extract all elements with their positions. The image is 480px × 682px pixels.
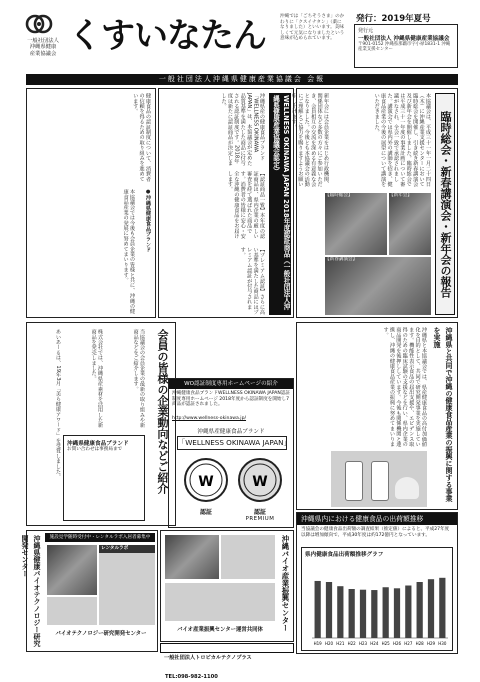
- research-body: 沖縄県と本協議会では、県産健康食品の高付加価値化を目的として、共同で研究開発事業を実施しています。機能性表示食品の届出支援や、エビデンス取得のための臨床試験の支援などを行い、県内企業の商品開発を後押ししています。今後も関係機関と連携し、沖縄の健康食品産業の振興に努めてまいります。: [382, 327, 427, 447]
- chart-x-tick-label: H21: [336, 641, 345, 646]
- wo-homepage-box: [168, 378, 294, 528]
- ad-bio-panel-2: [165, 583, 275, 621]
- ad-bio-footer: バイオ産業振興センター運営共同体: [177, 627, 263, 633]
- members-small-title: 沖縄県健康食品ブランド: [67, 441, 129, 447]
- wo-url-link[interactable]: http://www.wellness-okinawa.jp/: [172, 416, 247, 421]
- chart-x-tick-label: H27: [404, 641, 413, 646]
- logo-title: くすいなたん: [68, 16, 266, 56]
- chart-x-tick-label: H29: [426, 641, 436, 646]
- ad-biotech-vertical-title: 沖縄県健康バイオテクノロジー研究開発センター: [21, 535, 41, 647]
- wo-badge-standard-icon: [183, 457, 229, 503]
- ad-biotech-top-line: 施設見学随時受付中・レンタルラボ入居者募集中: [45, 533, 155, 542]
- feature-body-left: 新年会には会員企業をはじめ行政機関、関係団体など多数の方々にご参加いただき、会員相互の交流を深める有意義な会となりました。今後とも本協議会の活動にご理解とご協力を賜りますようお願い申し上げます。: [290, 93, 329, 187]
- ad-bio-promotion-center: [160, 530, 294, 642]
- chart-bar: [326, 582, 332, 638]
- ad-bio-building-photo: [165, 535, 219, 579]
- chart-panel: [301, 547, 453, 651]
- chart-bar: [383, 587, 389, 638]
- masthead: [24, 10, 458, 72]
- svg-text:W: W: [252, 474, 268, 490]
- chart-x-tick-label: H30: [438, 641, 447, 646]
- chart-bar: [315, 581, 321, 638]
- product-powder-icon: [395, 477, 419, 499]
- ad-bio-panel-1: [221, 535, 275, 579]
- ad-biotech-lab-panel: [99, 545, 155, 625]
- column-label: ●沖縄県健康食品ブランド: [145, 189, 151, 253]
- members-info-box: [63, 435, 145, 521]
- chart-bar: [349, 589, 355, 638]
- chart-title: 県内健康食品出荷額推移グラフ: [305, 552, 384, 558]
- ad-biotech-footer: バイオテクノロジー研究開発センター: [55, 631, 147, 637]
- chart-bar: [394, 588, 400, 638]
- footer-org: 一般社団法人トロピカルテクノプラス: [164, 655, 252, 661]
- stats-section: [296, 512, 458, 654]
- publisher-name: 一般社団法人 沖縄県健康産業協議会: [358, 36, 450, 42]
- wellness-body-3: 【プレミアム認証】さらに高い基準を満たした商品にはプレミアム認証が付与されます。: [239, 247, 265, 315]
- chart-x-tick-label: H26: [392, 641, 402, 646]
- feature-section: [290, 88, 458, 318]
- research-headline: 沖縄県と共同で沖縄の健康食品産業の振興に関する事業を実施: [433, 327, 453, 502]
- publisher-box: [354, 24, 458, 68]
- column-section: [26, 88, 156, 318]
- product-bottle-icon: [345, 461, 363, 501]
- shipment-bar-chart: [302, 558, 452, 650]
- feature-body-right: 本協議会は、平成三十一年一月二十四日（木）に沖縄産業支援センターにおいて臨時総会を開催し、引き続き新春講演会及び新年会を開催しました。臨時総会では平成三十一年度の事業計画について審議がなされ、全会一致で承認されました。講演会では県内外の講師を招き、健康食品産業の今後の展望について講演をいただきました。: [373, 93, 431, 187]
- header-banner: 一般社団法人沖縄県健康産業協議会 会報: [26, 74, 458, 85]
- chart-x-tick-label: H25: [381, 641, 390, 646]
- research-section: [296, 322, 458, 510]
- research-product-photo: [331, 451, 427, 507]
- chart-bar: [337, 586, 343, 638]
- photo-caption-new-year: 【新年会】: [389, 193, 412, 198]
- ad-biotech-center: [21, 530, 158, 652]
- footer-tel: TEL:098-982-1100: [165, 674, 218, 680]
- chart-x-tick-label: H23: [358, 641, 368, 646]
- wo-badge-standard: [183, 457, 229, 515]
- chart-x-tick-label: H28: [415, 641, 424, 646]
- publisher-address: 〒901-0152 沖縄県那覇市字小禄1831-1 沖縄産業支援センター: [358, 42, 451, 53]
- wo-brand-name: 「WELLNESS OKINAWA JAPAN」: [177, 436, 287, 450]
- org-name-small: 一般社団法人 沖縄県健康 産業協議会: [27, 38, 59, 57]
- stats-body: 当協議会の健康食品出荷額の調査結果（推定値）によると、平成27年度以降は増加傾向で、平成30年度は約172億円となっています。: [301, 527, 450, 538]
- chart-bar: [405, 586, 411, 639]
- members-body-1: 当協議会の会員企業の最新の取り組みや新商品などをご紹介します。: [132, 329, 145, 428]
- issue-label: 発行：2019年夏号: [356, 14, 431, 24]
- ad-biotech-lab-label: レンタルラボ: [99, 545, 155, 553]
- members-headline: 会員の皆様の企業動向などご紹介: [156, 329, 169, 494]
- ad-biotech-map: [47, 597, 97, 625]
- wellness-title: WELLNESS OKINAWA JAPAN 2018年度認証商品（一般社団法人沖縄県健康産業協議会認定）: [269, 93, 291, 315]
- chart-x-tick-label: H19: [313, 641, 322, 646]
- wo-badge-premium: [237, 457, 283, 523]
- wo-box-body: 沖縄健康食品ブランドWELLNESS OKINAWA JAPAN認証制度専用ホームページ 2018年度から認証制度を開始し7商品が認証されました。: [172, 391, 290, 408]
- members-body-2: 株式会社では、沖縄県産素材を活用した新商品を発売しました。: [90, 329, 103, 428]
- chart-x-tick-label: H22: [347, 641, 356, 646]
- wo-badge-premium-sub: PREMIUM: [245, 516, 275, 522]
- feature-headline: 臨時総会・新春講演会・新年会の報告: [435, 93, 455, 315]
- photo-caption-meeting: 【臨時総会】: [325, 193, 353, 198]
- ad-biotech-building-photo: [47, 545, 97, 595]
- wo-badge-premium-icon: [237, 457, 283, 503]
- chart-bar: [417, 582, 423, 638]
- photo-general-meeting: [325, 193, 387, 255]
- chart-bar: [428, 579, 434, 638]
- ad-bio-vertical-title: 沖縄バイオ産業振興センター: [281, 535, 290, 632]
- stats-headline: 沖縄県内における健康食品の出荷額推移: [297, 513, 457, 525]
- wellness-body-2: 【認証商品一覧】本年度の認証商品は、県内企業の厳しい審査を経て選ばれた商品です。消費者の皆様に安心・安全な沖縄の健康食品をお届けします。: [226, 171, 265, 239]
- photo-caption-lecture: 【新春講演会】: [325, 257, 358, 262]
- wo-badge-premium-label: 認証: [253, 509, 266, 516]
- column-body-1: 健康食品の認証制度について、消費者の信頼を得るための取り組みを進めています。: [132, 93, 151, 182]
- members-section: [26, 322, 176, 526]
- photo-new-year: [389, 193, 431, 255]
- wo-box-title: WO認証制度専用ホームページの紹介: [169, 379, 293, 389]
- footer-contact-bar: [160, 643, 294, 680]
- chart-bar: [439, 578, 445, 638]
- publisher-label: 発行元: [358, 28, 374, 34]
- wellness-section: [158, 88, 294, 318]
- product-bottle-icon: [371, 461, 389, 501]
- members-small-body: お問い合わせは事務局まで: [67, 447, 123, 452]
- column-body-2: 本協議会では今後も会員企業の皆様と共に、沖縄の健康食品産業の発展に努めてまいります。: [122, 189, 135, 314]
- wo-badge-standard-label: 認証: [199, 509, 212, 516]
- intro-note: 沖縄では「ごちそうさま」のかわりに「クスイナタン」（薬になりました）といいます。美味しくて元気になりましたという意味が込められています。: [280, 14, 345, 42]
- wo-brand-label: 沖縄県産健康食品ブランド: [197, 429, 265, 435]
- photo-lecture: [325, 257, 431, 315]
- members-body-3: あいあーるは、19年3月「美ら健康アワード」を受賞しました。: [55, 329, 61, 480]
- chart-x-tick-label: H20: [324, 641, 334, 646]
- chart-x-tick-label: H24: [370, 641, 379, 646]
- org-logo-icon: [26, 12, 52, 36]
- chart-bar: [371, 590, 377, 638]
- svg-text:W: W: [198, 474, 214, 490]
- chart-bar: [360, 590, 366, 638]
- wellness-body-1: 沖縄県産の健康食品ブランド「WELLNESS OKINAWA JAPAN」は、本協議会が定めた品質基準を満たした商品に付与される認証制度です。2018年度は新たに認証商品が決定しました。: [220, 93, 265, 166]
